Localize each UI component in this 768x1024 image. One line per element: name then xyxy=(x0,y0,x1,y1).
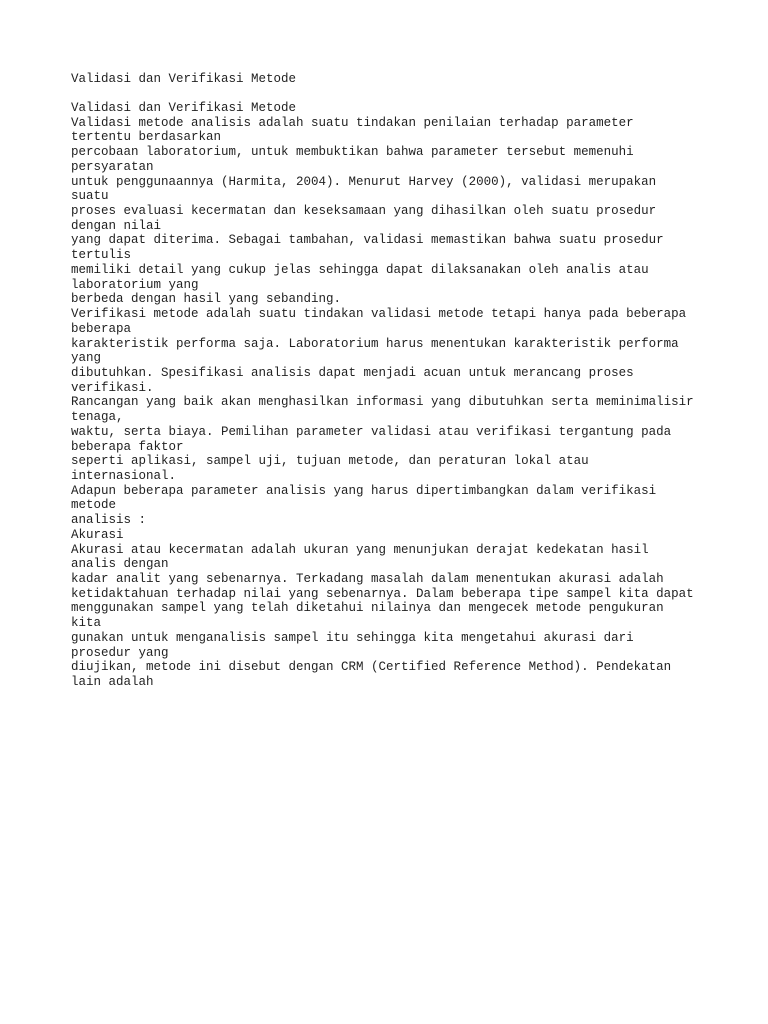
text-line: waktu, serta biaya. Pemilihan parameter validasi atau verifikasi tergantung pada xyxy=(71,424,672,439)
text-line: lain adalah xyxy=(71,675,154,690)
text-line: prosedur yang xyxy=(71,645,169,660)
text-line: tertulis xyxy=(71,248,132,263)
text-line: kita xyxy=(71,616,102,631)
text-line: laboratorium yang xyxy=(71,277,199,292)
text-line: metode xyxy=(71,498,117,513)
text-line: Verifikasi metode adalah suatu tindakan validasi metode tetapi hanya pada beberapa xyxy=(71,307,687,322)
text-line: dengan nilai xyxy=(71,218,162,233)
text-line: ketidaktahuan terhadap nilai yang sebenarnya. Dalam beberapa tipe sampel kita dapat xyxy=(71,586,694,601)
text-line: gunakan untuk menganalisis sampel itu sehingga kita mengetahui akurasi dari xyxy=(71,630,634,645)
document-body xyxy=(71,101,711,690)
text-line: untuk penggunaannya (Harmita, 2004). Menurut Harvey (2000), validasi merupakan xyxy=(71,174,657,189)
text-line: Validasi dan Verifikasi Metode xyxy=(71,101,297,115)
text-line: internasional. xyxy=(71,468,177,483)
text-line: persyaratan xyxy=(71,159,154,174)
text-line: analisis : xyxy=(71,513,147,528)
text-line: karakteristik performa saja. Laboratorium harus menentukan karakteristik performa xyxy=(71,336,679,351)
text-line: yang xyxy=(71,351,102,366)
text-line: tenaga, xyxy=(71,410,124,425)
document-title: Validasi dan Verifikasi Metode xyxy=(71,72,297,86)
text-line: menggunakan sampel yang telah diketahui nilainya dan mengecek metode pengukuran xyxy=(71,601,664,616)
text-line: seperti aplikasi, sampel uji, tujuan metode, dan peraturan lokal atau xyxy=(71,454,589,469)
text-line: beberapa faktor xyxy=(71,439,184,454)
text-line: Akurasi xyxy=(71,527,124,542)
text-line: diujikan, metode ini disebut dengan CRM (Certified Reference Method). Pendekatan xyxy=(71,660,672,675)
text-line: Rancangan yang baik akan menghasilkan informasi yang dibutuhkan serta meminimalisir xyxy=(71,395,694,410)
text-line: analis dengan xyxy=(71,557,169,572)
text-line: dibutuhkan. Spesifikasi analisis dapat menjadi acuan untuk merancang proses xyxy=(71,365,634,380)
text-line: Akurasi atau kecermatan adalah ukuran yang menunjukan derajat kedekatan hasil xyxy=(71,542,649,557)
text-line: Adapun beberapa parameter analisis yang harus dipertimbangkan dalam verifikasi xyxy=(71,483,657,498)
text-line: kadar analit yang sebenarnya. Terkadang masalah dalam menentukan akurasi adalah xyxy=(71,572,664,586)
text-line: proses evaluasi kecermatan dan keseksamaan yang dihasilkan oleh suatu prosedur xyxy=(71,204,657,219)
text-line: yang dapat diterima. Sebagai tambahan, validasi memastikan bahwa suatu prosedur xyxy=(71,233,664,248)
text-line: verifikasi. xyxy=(71,380,154,395)
text-line: Validasi metode analisis adalah suatu tindakan penilaian terhadap parameter xyxy=(71,115,634,130)
text-line: percobaan laboratorium, untuk membuktikan bahwa parameter tersebut memenuhi xyxy=(71,145,634,160)
text-line: beberapa xyxy=(71,321,132,336)
text-line: berbeda dengan hasil yang sebanding. xyxy=(71,292,342,307)
text-line: tertentu berdasarkan xyxy=(71,130,222,145)
text-line: memiliki detail yang cukup jelas sehingga dapat dilaksanakan oleh analis atau xyxy=(71,262,649,277)
text-line: suatu xyxy=(71,189,109,204)
